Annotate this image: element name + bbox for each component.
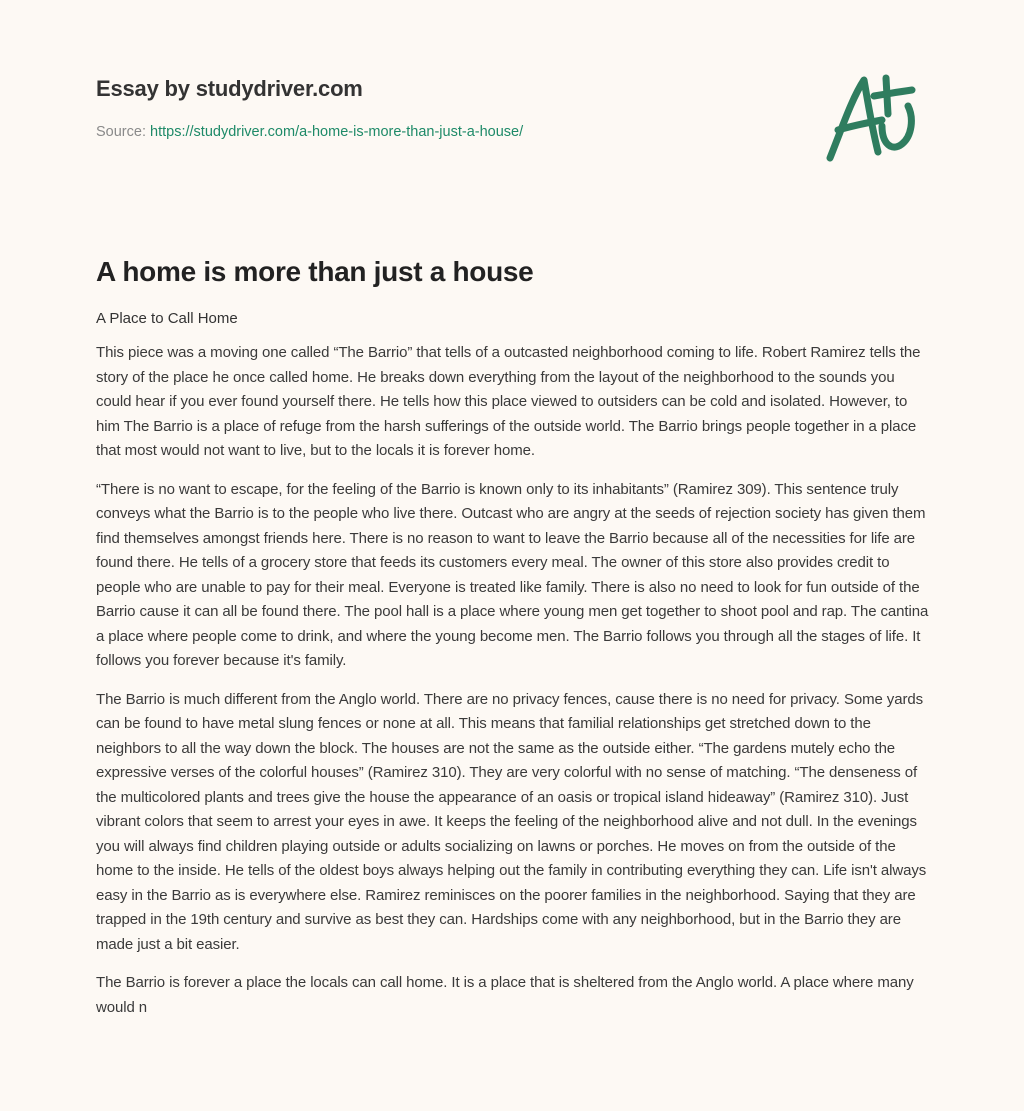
a-plus-logo-icon: [820, 68, 930, 168]
paragraph: “There is no want to escape, for the feeling of the Barrio is known only to its inhabitants” (Ramirez 309). This sentence truly conveys what the Barrio is to the people who live there. Outcast who are angry at the seeds of rejection society has given them find themselves amongst friends here. There is no reason to want to leave the Barrio because all of the necessities for life are found there. He tells of a grocery store that feeds its customers every meal. The owner of this store also provides credit to people who are unable to pay for their meal. Everyone is treated like family. There is also no need to look for fun outside of the Barrio cause it can all be found there. The pool hall is a place where young men get together to shoot pool and rap. The cantina a place where people come to drink, and where the young become men. The Barrio follows you through all the stages of life. It follows you forever because it's family.: [96, 480, 929, 669]
paragraph: This piece was a moving one called “The Barrio” that tells of a outcasted neighborhood coming to life. Robert Ramirez tells the story of the place he once called home. He breaks down everything from the layout of the neighborhood to the sounds you could hear if you ever found yourself there. He tells how this place viewed to outsiders can be cold and isolated. However, to him The Barrio is a place of refuge from the harsh sufferings of the outside world. The Barrio brings people together in a place that most would not want to live, but to the locals it is forever home.: [96, 344, 921, 459]
site-brand: Essay by studydriver.com: [96, 76, 363, 101]
source-label: Source:: [96, 124, 146, 140]
article-subtitle: A Place to Call Home: [96, 310, 238, 327]
paragraph: The Barrio is much different from the Anglo world. There are no privacy fences, cause there is no need for privacy. Some yards can be found to have metal slung fences or none at all. This means that familial relationships get stretched down to the neighbors to all the way down the block. The houses are not the same as the outside either. “The gardens mutely echo the expressive verses of the colorful houses” (Ramirez 310). They are very colorful with no sense of matching. “The denseness of the multicolored plants and trees give the house the appearance of an oasis or tropical island hideaway” (Ramirez 310). Just vibrant colors that seem to arrest your eyes in awe. It keeps the feeling of the neighborhood alive and not dull. In the evenings you will always find children playing outside or adults socializing on lawns or porches. He moves on from the outside of the home to the inside. He tells of the oldest boys always helping out the family in contributing everything they can. Life isn't always easy in the Barrio as is everywhere else. Ramirez reminisces on the poorer families in the neighborhood. Saying that they are trapped in the 19th century and survive as best they can. Hardships come with any neighborhood, but in the Barrio they are made just a bit easier.: [96, 690, 927, 953]
source-link[interactable]: https://studydriver.com/a-home-is-more-than-just-a-house/: [150, 124, 524, 140]
paragraph: The Barrio is forever a place the locals can call home. It is a place that is sheltered from the Anglo world. A place where many would n: [96, 974, 914, 1016]
source-line: [96, 124, 523, 140]
header: [96, 76, 523, 140]
article: [96, 256, 932, 1020]
article-title: A home is more than just a house: [96, 256, 534, 287]
